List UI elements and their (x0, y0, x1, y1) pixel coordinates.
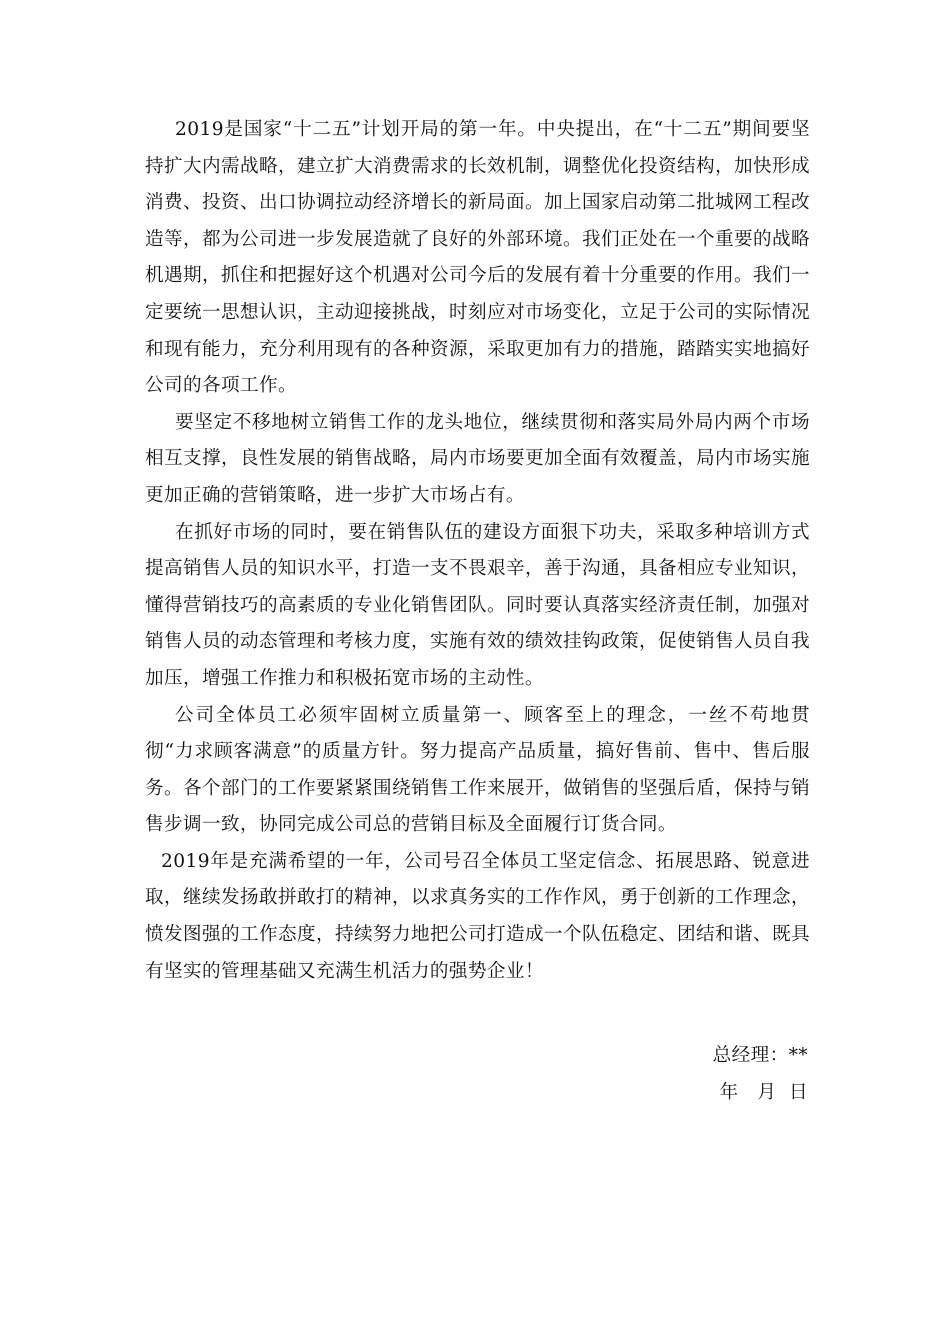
signature-date: 年 月 日 (719, 1081, 808, 1103)
paragraph-closing: 2019年是充满希望的一年，公司号召全体员工坚定信念、拓展思路、锐意进取，继续发扬敢拼敢打的精神，以求真务实的工作作风，勇于创新的工作理念，愤发图强的工作态度，持续努力地把公司打造成一个队伍稳定、团结和谐、既具有坚实的管理基础又充满生机活力的强势企业！ (145, 850, 810, 982)
signature-title: 总经理：** (712, 1045, 808, 1066)
signature-block (713, 1038, 808, 1111)
paragraph-quality: 公司全体员工必须牢固树立质量第一、顾客至上的理念，一丝不苟地贯彻“力求顾客满意”的质量方针。努力提高产品质量，搞好售前、售中、售后服务。各个部门的工作要紧紧围绕销售工作来展开，做销售的坚强后盾，保持与销售步调一致，协同完成公司总的营销目标及全面履行订货合同。 (145, 704, 810, 836)
paragraph-outlook: 2019是国家“十二五”计划开局的第一年。中央提出，在“十二五”期间要坚持扩大内需战略，建立扩大消费需求的长效机制，调整优化投资结构，加快形成消费、投资、出口协调拉动经济增长的新局面。加上国家启动第二批城网工程改造等，都为公司进一步发展造就了良好的外部环境。我们正处在一个重要的战略机遇期，抓住和把握好这个机遇对公司今后的发展有着十分重要的作用。我们一定要统一思想认识，主动迎接挑战，时刻应对市场变化，立足于公司的实际情况和现有能力，充分利用现有的各种资源，采取更加有力的措施，踏踏实实地搞好公司的各项工作。 (145, 119, 810, 397)
paragraph-sales-strategy: 要坚定不移地树立销售工作的龙头地位，继续贯彻和落实局外局内两个市场相互支撑，良性发展的销售战略，局内市场要更加全面有效覆盖，局内市场实施更加正确的营销策略，进一步扩大市场占有。 (145, 411, 810, 506)
document-body (145, 112, 810, 990)
paragraph-sales-team: 在抓好市场的同时，要在销售队伍的建设方面狠下功夫，采取多种培训方式提高销售人员的知识水平，打造一支不畏艰辛，善于沟通，具备相应专业知识，懂得营销技巧的高素质的专业化销售团队。同时要认真落实经济责任制，加强对销售人员的动态管理和考核力度，实施有效的绩效挂钩政策，促使销售人员自我加压，增强工作推力和积极拓宽市场的主动性。 (145, 521, 810, 689)
